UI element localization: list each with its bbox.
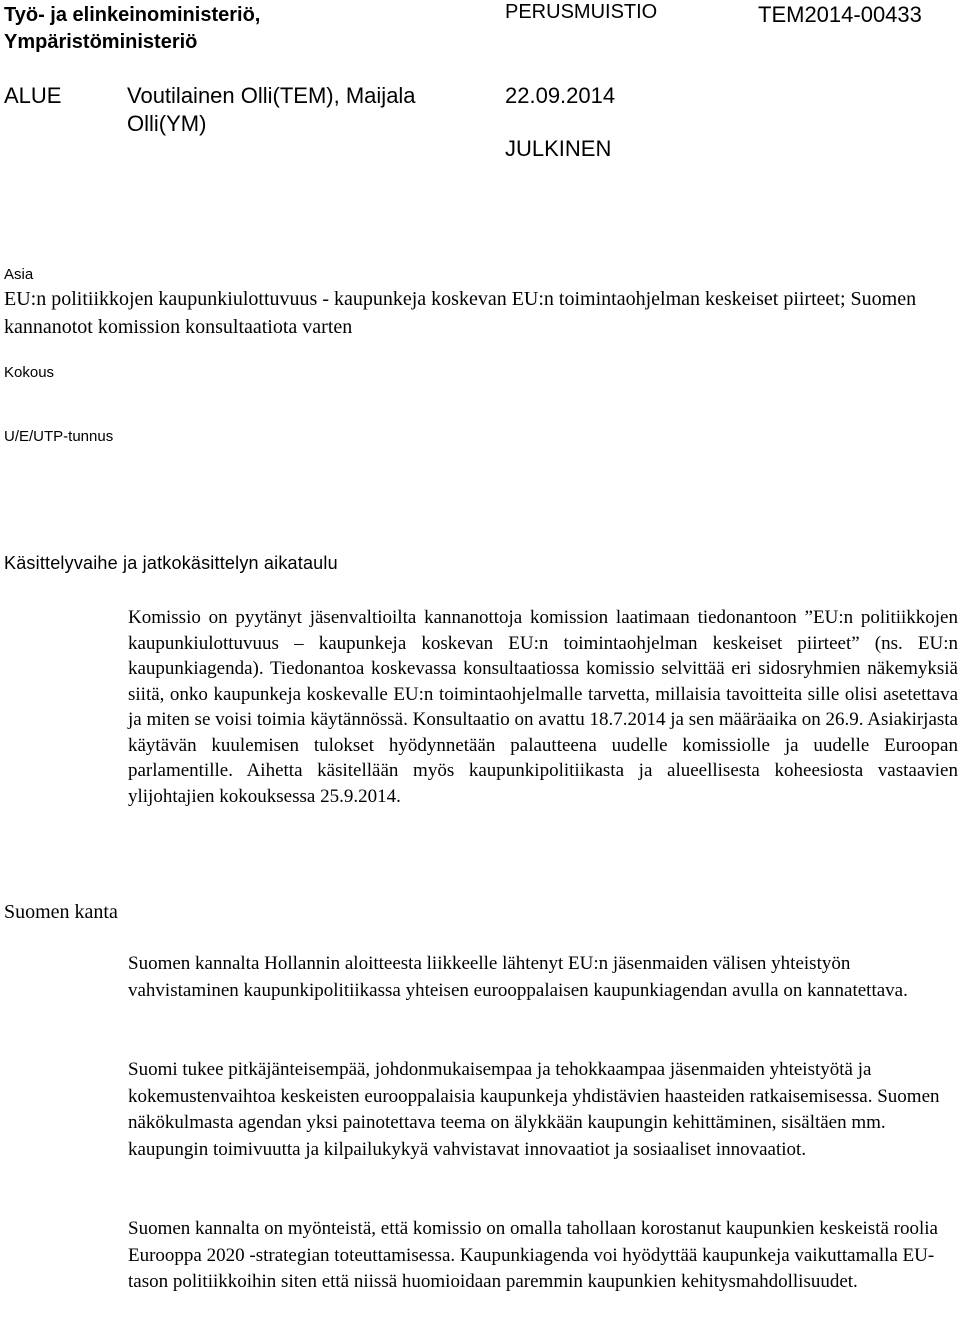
document-date: 22.09.2014 [505,83,616,108]
kanta-heading: Suomen kanta [4,901,118,923]
document-type: PERUSMUISTIO [505,1,658,23]
document-reference: TEM2014-00433 [758,2,922,27]
publicity-status: JULKINEN [505,136,612,161]
asia-label: Asia [4,266,34,283]
kanta-paragraph-2: Suomi tukee pitkäjänteisempää, johdonmukaisempaa ja tehokkaampaa jäsenmaiden yhteistyötä ja kokemustenvaihtoa keskeisten eurooppalaisia kaupunkeja yhdistävien haasteiden ratkaisemisessa. Suomen näkökulmasta agendan yksi painotettava teema on älykkään kaupungin kehittäminen, sisältäen mm. kaupungin toimivuutta ja kilpailukykyä vahvistavat innovaatiot ja sosiaaliset innovaatiot. [128,1059,940,1160]
kanta-paragraph-3: Suomen kannalta on myönteistä, että komissio on omalla tahollaan korostanut kaupunkien keskeistä roolia Eurooppa 2020 -strategian toteuttamisessa. Kaupunkiagenda voi hyödyttää kaupunkeja vaikuttamalla EU-tason politiikkoihin siten että niissä huomioidaan paremmin kaupunkien kehitysmahdollisuudet. [128,1218,938,1292]
utp-label: U/E/UTP-tunnus [4,428,114,445]
organization-name: Työ- ja elinkeinoministeriö, Ympäristöministeriö [4,4,261,53]
authors: Voutilainen Olli(TEM), Maijala Olli(YM) [127,83,416,136]
kokous-label: Kokous [4,364,55,381]
asia-title: EU:n politiikkojen kaupunkiulottuvuus - kaupunkeja koskevan EU:n toimintaohjelman keskeiset piirteet; Suomen kannanotot komission konsultaatiota varten [4,288,917,338]
alue-label: ALUE [4,83,62,108]
stage-text: Komissio on pyytänyt jäsenvaltioilta kannanottoja komission laatimaan tiedonantoon ”EU:n politiikkojen kaupunkiulottuvuus – kaupunkeja koskevan EU:n toimintaohjelman keskeiset piirteet” (ns. EU:n kaupunkiagenda). Tiedonantoa koskevassa konsultaatiossa komissio selvittää eri sidosryhmien näkemyksiä siitä, onko kaupunkeja koskevalle EU:n toimintaohjelmalle tarvetta, millaisia tavoitteita sille olisi asetettava ja miten se voisi toimia käytännössä. Konsultaatio on avattu 18.7.2014 ja sen määräaika on 26.9. Asiakirjasta käytävän kuulemisen tulokset hyödynnetään palautteena uudelle komissiolle ja uudelle Euroopan parlamentille. Aihetta käsitellään myös kaupunkipolitiikasta ja alueellisesta koheesiosta vastaavien ylijohtajien kokouksessa 25.9.2014. [128,607,958,807]
stage-heading: Käsittelyvaihe ja jatkokäsittelyn aikataulu [4,553,338,573]
kanta-paragraph-1: Suomen kannalta Hollannin aloitteesta liikkeelle lähtenyt EU:n jäsenmaiden välisen yhteistyön vahvistaminen kaupunkipolitiikassa yhteisen eurooppalaisen kaupunkiagendan avulla on kannatettava. [128,953,908,1001]
